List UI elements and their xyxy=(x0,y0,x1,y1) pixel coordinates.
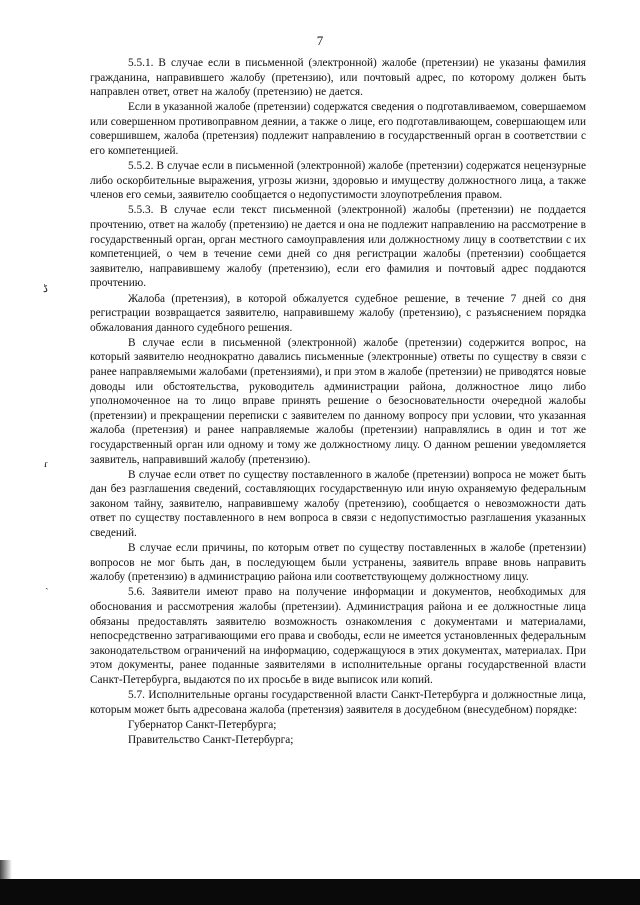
paragraph-unlawful-act: Если в указанной жалобе (претензии) содержатся сведения о подготавливаемом, совершаемом или совершенном противоправном деянии, а также о лице, его подготавливающем, совершающем или совершившем, жалоба (претензия) подлежит направлению в государственный орган в соответствии с его компетенцией. xyxy=(90,101,586,158)
list-item-governor: Губернатор Санкт-Петербурга; xyxy=(128,718,277,731)
paragraph-5-5-2: 5.5.2. В случае если в письменной (электронной) жалобе (претензии) содержатся нецензурные либо оскорбительные выражения, угрозы жизни, здоровью и имуществу должностного лица, а также членов его семьи, заявителю сообщается о недопустимости злоупотребления правом. xyxy=(90,160,586,202)
paragraph-5-5-3: 5.5.3. В случае если текст письменной (электронной) жалобы (претензии) не поддается прочтению, ответ на жалобу (претензию) не дается и она не подлежит направлению на рассмотрение в государственный орган, орган местного самоуправления или должностному лицу в соответствии с их компетенцией, о чем в течение семи дней со дня регистрации жалобы (претензии) сообщается заявителю, направившему жалобу (претензию), если его фамилия и почтовый адрес поддаются прочтению. xyxy=(90,204,586,290)
scan-mark-2: ɾ xyxy=(44,458,48,470)
scan-edge-shadow xyxy=(0,860,12,880)
paragraph-repeated-question: В случае если в письменной (электронной) жалобе (претензии) содержится вопрос, на который заявителю неоднократно давались письменные (электронные) ответы по существу в связи с ранее направляемыми жалобами (претензиями), и при этом в жалобе (претензии) не приводятся новые доводы или обстоятельства, руководитель администрации района, должностное лицо либо уполномоченное на то лицо вправе принять решение о безосновательности очередной жалобы (претензии) и прекращении переписки с заявителем по данному вопросу при условии, что указанная жалоба (претензия) и ранее направляемые жалобы (претензии) направлялись в один и тот же государственный орган или одному и тому же должностному лицу. О данном решении уведомляется заявитель, направивший жалобу (претензию). xyxy=(90,336,586,466)
paragraph-secret-info: В случае если ответ по существу поставленного в жалобе (претензии) вопроса не может быть дан без разглашения сведений, составляющих государственную или иную охраняемую федеральным законом тайну, заявителю, направившему жалобу (претензию), сообщается о невозможности дать ответ по существу поставленного в нем вопроса в связи с недопустимостью разглашения указанных сведений. xyxy=(90,468,586,539)
paragraph-court-decision: Жалоба (претензия), в которой обжалуется судебное решение, в течение 7 дней со дня регистрации возвращается заявителю, направившему жалобу (претензию), с разъяснением порядка обжалования данного судебного решения. xyxy=(90,292,586,334)
list-item-government: Правительство Санкт-Петербурга; xyxy=(128,733,294,746)
paragraph-5-5-1: 5.5.1. В случае если в письменной (электронной) жалобе (претензии) не указаны фамилия гражданина, направившего жалобу (претензию), или почтовый адрес, по которому должен быть направлен ответ, ответ на жалобу (претензию) не дается. xyxy=(90,57,586,99)
scan-mark-3: ˎ xyxy=(45,578,49,590)
paragraph-5-6: 5.6. Заявители имеют право на получение информации и документов, необходимых для обоснования и рассмотрения жалобы (претензии). Администрация района и ее должностные лица обязаны предоставлять заявителю возможность ознакомления с документами и материалами, непосредственно затрагивающими его права и свободы, если не имеется установленных федеральным законодательством ограничений на информацию, содержащуюся в этих документах, материалах. При этом документы, ранее поданные заявителями в исполнительные органы государственной власти Санкт-Петербурга, выдаются по их просьбе в виде выписок или копий. xyxy=(90,586,586,686)
scan-bottom-border xyxy=(0,879,640,905)
paragraph-reasons-eliminated: В случае если причины, по которым ответ по существу поставленных в жалобе (претензии) вопросов не мог быть дан, в последующем были устранены, заявитель вправе вновь направить жалобу (претензию) в администрацию района или соответствующему должностному лицу. xyxy=(90,542,586,584)
paragraph-5-7: 5.7. Исполнительные органы государственной власти Санкт-Петербурга и должностные лица, которым может быть адресована жалоба (претензия) заявителя в досудебном (внесудебном) порядке: xyxy=(90,689,586,716)
scan-mark-1: ڈ xyxy=(43,283,48,295)
page-number: 7 xyxy=(316,33,324,48)
document-body xyxy=(90,56,586,748)
